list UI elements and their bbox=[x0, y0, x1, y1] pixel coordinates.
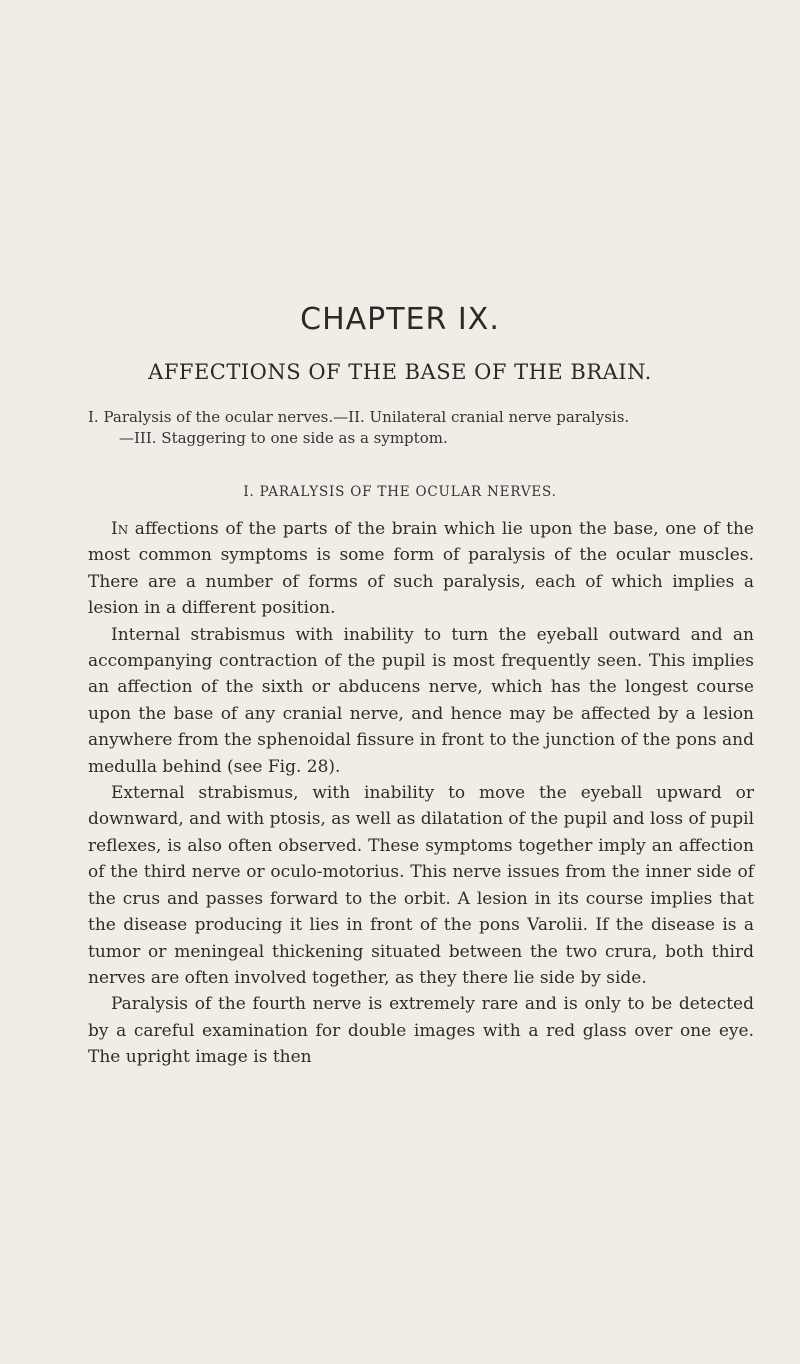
paragraph-1 bbox=[88, 516, 754, 622]
summary-line-1: I. Paralysis of the ocular nerves.—II. Unilateral cranial nerve paralysis. bbox=[88, 408, 630, 426]
paragraph-1-text: affections of the parts of the brain which lie upon the base, one of the most common symptoms is some form of paralysis of the ocular muscles. There are a number of forms of such paralysis, each of which implies a lesion in a different position. bbox=[88, 519, 754, 619]
paragraph-3: External strabismus, with inability to move the eyeball upward or downward, and with ptosis, as well as dilatation of the pupil and loss of pupil reflexes, is also often observed. These symptoms together imply an affection of the third nerve or oculo-motorius. This nerve issues from the inner side of the crus and passes forward to the orbit. A lesion in its course implies that the disease producing it lies in front of the pons Varolii. If the disease is a tumor or meningeal thickening situated between the two crura, both third nerves are often involved together, as they there lie side by side. bbox=[88, 783, 755, 988]
section-subheading: I. PARALYSIS OF THE OCULAR NERVES. bbox=[243, 484, 557, 500]
paragraph-4: Paralysis of the fourth nerve is extremely rare and is only to be detected by a careful examination for double images with a red glass over one eye. The upright image is then bbox=[88, 994, 754, 1068]
paragraph-2: Internal strabismus with inability to turn the eyeball outward and an accompanying contraction of the pupil is most frequently seen. This implies an affection of the sixth or abducens nerve, which has the longest course upon the base of any cranial nerve, and hence may be affected by a lesion anywhere from the sphenoidal fissure in front to the junction of the pons and medulla behind (see Fig. 28). bbox=[88, 624, 754, 777]
chapter-heading: AFFECTIONS OF THE BASE OF THE BRAIN. bbox=[148, 360, 652, 384]
summary-line-2: —III. Staggering to one side as a symptom. bbox=[119, 429, 448, 447]
lead-word: In bbox=[111, 519, 129, 539]
chapter-summary bbox=[88, 407, 758, 449]
body-text bbox=[88, 516, 754, 1071]
chapter-title: CHAPTER IX. bbox=[300, 302, 500, 337]
